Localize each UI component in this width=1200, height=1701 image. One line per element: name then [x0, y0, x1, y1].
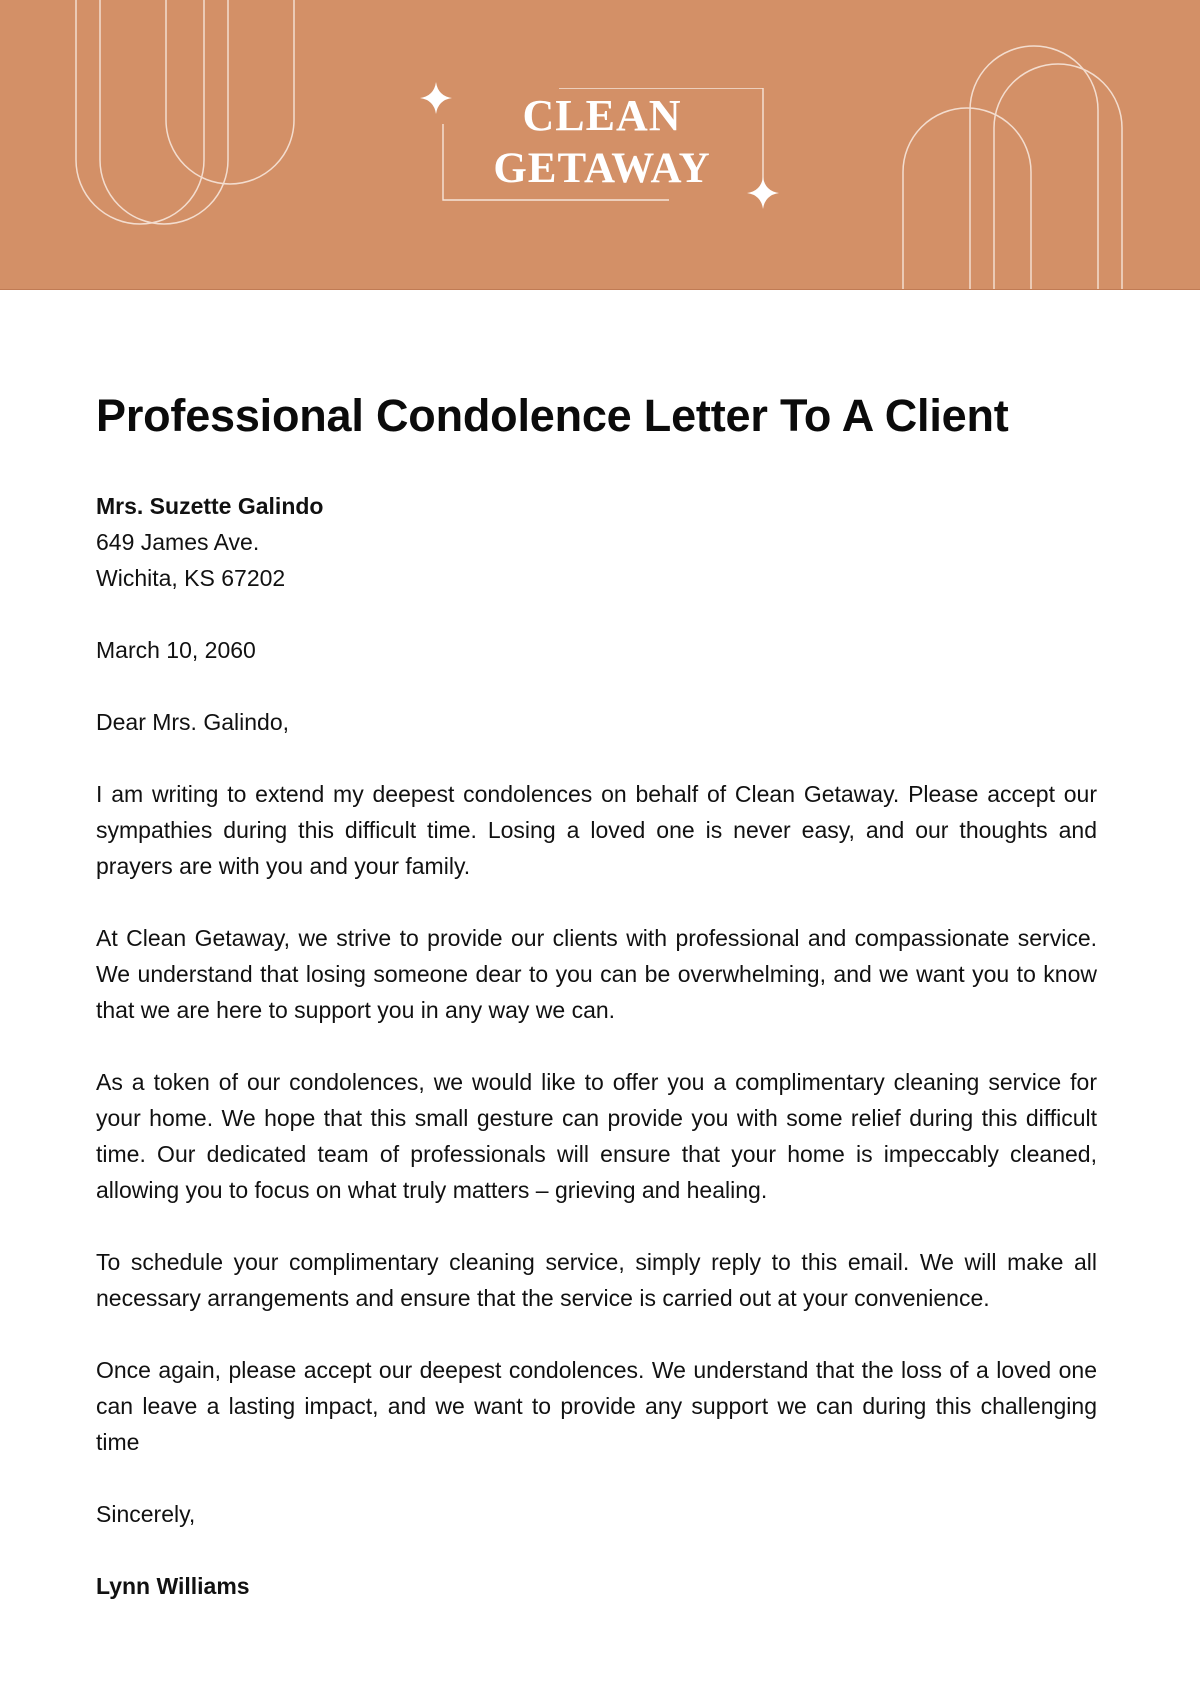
- paragraph: As a token of our condolences, we would like to offer you a complimentary cleaning service for your home. We hope that this small gesture can provide you with some relief during this difficult time. Our dedicated team of professionals will ensure that your home is impeccably cleaned, allowing you to focus on what truly matters – grieving and healing.: [96, 1068, 1097, 1203]
- logo-line-1: CLEAN: [522, 91, 682, 140]
- recipient-city: Wichita, KS 67202: [96, 564, 286, 591]
- recipient-street: 649 James Ave.: [96, 528, 260, 555]
- letter-greeting: Dear Mrs. Galindo,: [96, 708, 290, 735]
- sparkle-icon: [420, 82, 452, 114]
- paragraph: I am writing to extend my deepest condolences on behalf of Clean Getaway. Please accept our sympathies during this difficult time. Losing a loved one is never easy, and our thoughts and prayers are with you and your family.: [96, 780, 1097, 879]
- logo-line-2: GETAWAY: [493, 145, 711, 192]
- letter-date: March 10, 2060: [96, 636, 256, 663]
- header-banner: [0, 0, 1200, 290]
- paragraph: Once again, please accept our deepest condolences. We understand that the loss of a loved one can leave a lasting impact, and we want to provide any support we can during this challenging time: [96, 1356, 1097, 1455]
- letter-closing: Sincerely,: [96, 1500, 196, 1527]
- signer-name: Lynn Williams: [96, 1572, 250, 1599]
- paragraph: To schedule your complimentary cleaning service, simply reply to this email. We will make all necessary arrangements and ensure that the service is carried out at your convenience.: [96, 1248, 1097, 1311]
- letter-body: [96, 390, 1097, 1604]
- recipient-name: Mrs. Suzette Galindo: [96, 492, 324, 519]
- recipient-address: [96, 488, 1097, 596]
- company-logo: [437, 88, 767, 208]
- sparkle-icon: [747, 177, 779, 209]
- page-title: Professional Condolence Letter To A Client: [96, 390, 1009, 441]
- paragraph: At Clean Getaway, we strive to provide our clients with professional and compassionate service. We understand that losing someone dear to you can be overwhelming, and we want you to know that we are here to support you in any way we can.: [96, 924, 1097, 1023]
